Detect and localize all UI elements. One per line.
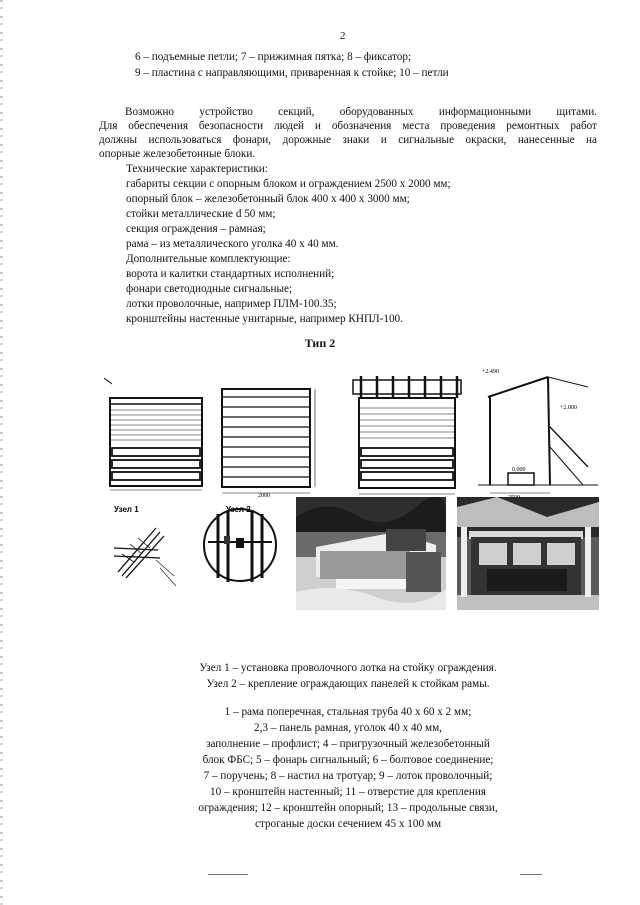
figure-title: Тип 2 (304, 336, 336, 350)
legend-item: ограждения; 12 – кронштейн опорный; 13 – продольные связи, (198, 802, 498, 814)
paragraph (99, 105, 597, 161)
spec-line: рама – из металлического уголка 40 х 40 мм. (126, 238, 339, 250)
elevation-label: 0.000 (512, 467, 526, 473)
caption-node-2: Узел 2 – крепление ограждающих панелей к стойкам рамы. (206, 678, 490, 690)
spec-line: габариты секции с опорным блоком и ограждением 2500 х 2000 мм; (126, 178, 451, 190)
legend-line-2: 9 – пластина с направляющими, приваренная к стойке; 10 – петли (135, 67, 449, 79)
spec-line: секция ограждения – рамная; (126, 223, 266, 235)
footer-rule (208, 874, 248, 875)
legend-item: 10 – кронштейн настенный; 11 – отверстие для крепления (210, 786, 486, 798)
footer-rule (520, 874, 542, 875)
spec-line: фонари светодиодные сигнальные; (126, 283, 293, 295)
node-2-label: Узел 2 (226, 505, 251, 514)
paragraph-line: Возможно устройство секций, оборудованных информационными щитами. (125, 106, 597, 118)
page-number: 2 (340, 30, 346, 42)
side-view-drawing (218, 385, 318, 497)
dim-label: 2000 (258, 493, 270, 497)
spec-line: ворота и калитки стандартных исполнений; (126, 268, 335, 280)
spec-line: Технические характеристики: (126, 163, 268, 175)
spec-line: стойки металлические d 50 мм; (126, 208, 276, 220)
front-view-drawing (100, 370, 208, 498)
paragraph-line: опорные железобетонные блоки. (99, 148, 256, 160)
gate-drawing (345, 372, 473, 498)
caption-node-1: Узел 1 – установка проволочного лотка на стойку ограждения. (199, 662, 497, 674)
legend-item: блок ФБС; 5 – фонарь сигнальный; 6 – болтовое соединение; (202, 754, 494, 766)
spec-line: кронштейны настенные унитарные, например КНПЛ-100. (126, 313, 403, 325)
paragraph-line: Для обеспечения безопасности людей и обозначения места проведения ремонтных работ (99, 120, 597, 132)
node-1-drawing (100, 498, 192, 592)
legend-item: заполнение – профлист; 4 – пригрузочный железобетонный (206, 738, 490, 750)
elevation-label: +2.490 (482, 369, 499, 375)
paragraph-line: должны использоваться фонари, дорожные знаки и сигнальные окраски, нанесенные на (99, 134, 597, 146)
legend-item: строганые доски сечением 45 х 100 мм (254, 818, 442, 830)
spec-line: Дополнительные комплектующие: (126, 253, 291, 265)
legend-item: 7 – поручень; 8 – настил на тротуар; 9 – лоток проволочный; (203, 770, 493, 782)
spec-line: лотки проволочные, например ПЛМ-100.35; (126, 298, 337, 310)
site-photo-1 (296, 497, 446, 610)
node-2-drawing (200, 500, 280, 585)
node-1-label: Узел 1 (114, 505, 139, 514)
scan-edge (0, 0, 3, 905)
legend-item: 1 – рама поперечная, стальная труба 40 х 60 х 2 мм; (224, 706, 472, 718)
spec-line: опорный блок – железобетонный блок 400 х 400 х 3000 мм; (126, 193, 410, 205)
legend-item: 2,3 – панель рамная, уголок 40 х 40 мм, (254, 722, 442, 734)
site-photo-2 (457, 497, 599, 610)
legend-line-1: 6 – подъемные петли; 7 – прижимная пятка; 8 – фиксатор; (135, 51, 412, 63)
section-drawing (478, 367, 602, 500)
elevation-label: +2.000 (560, 405, 577, 411)
